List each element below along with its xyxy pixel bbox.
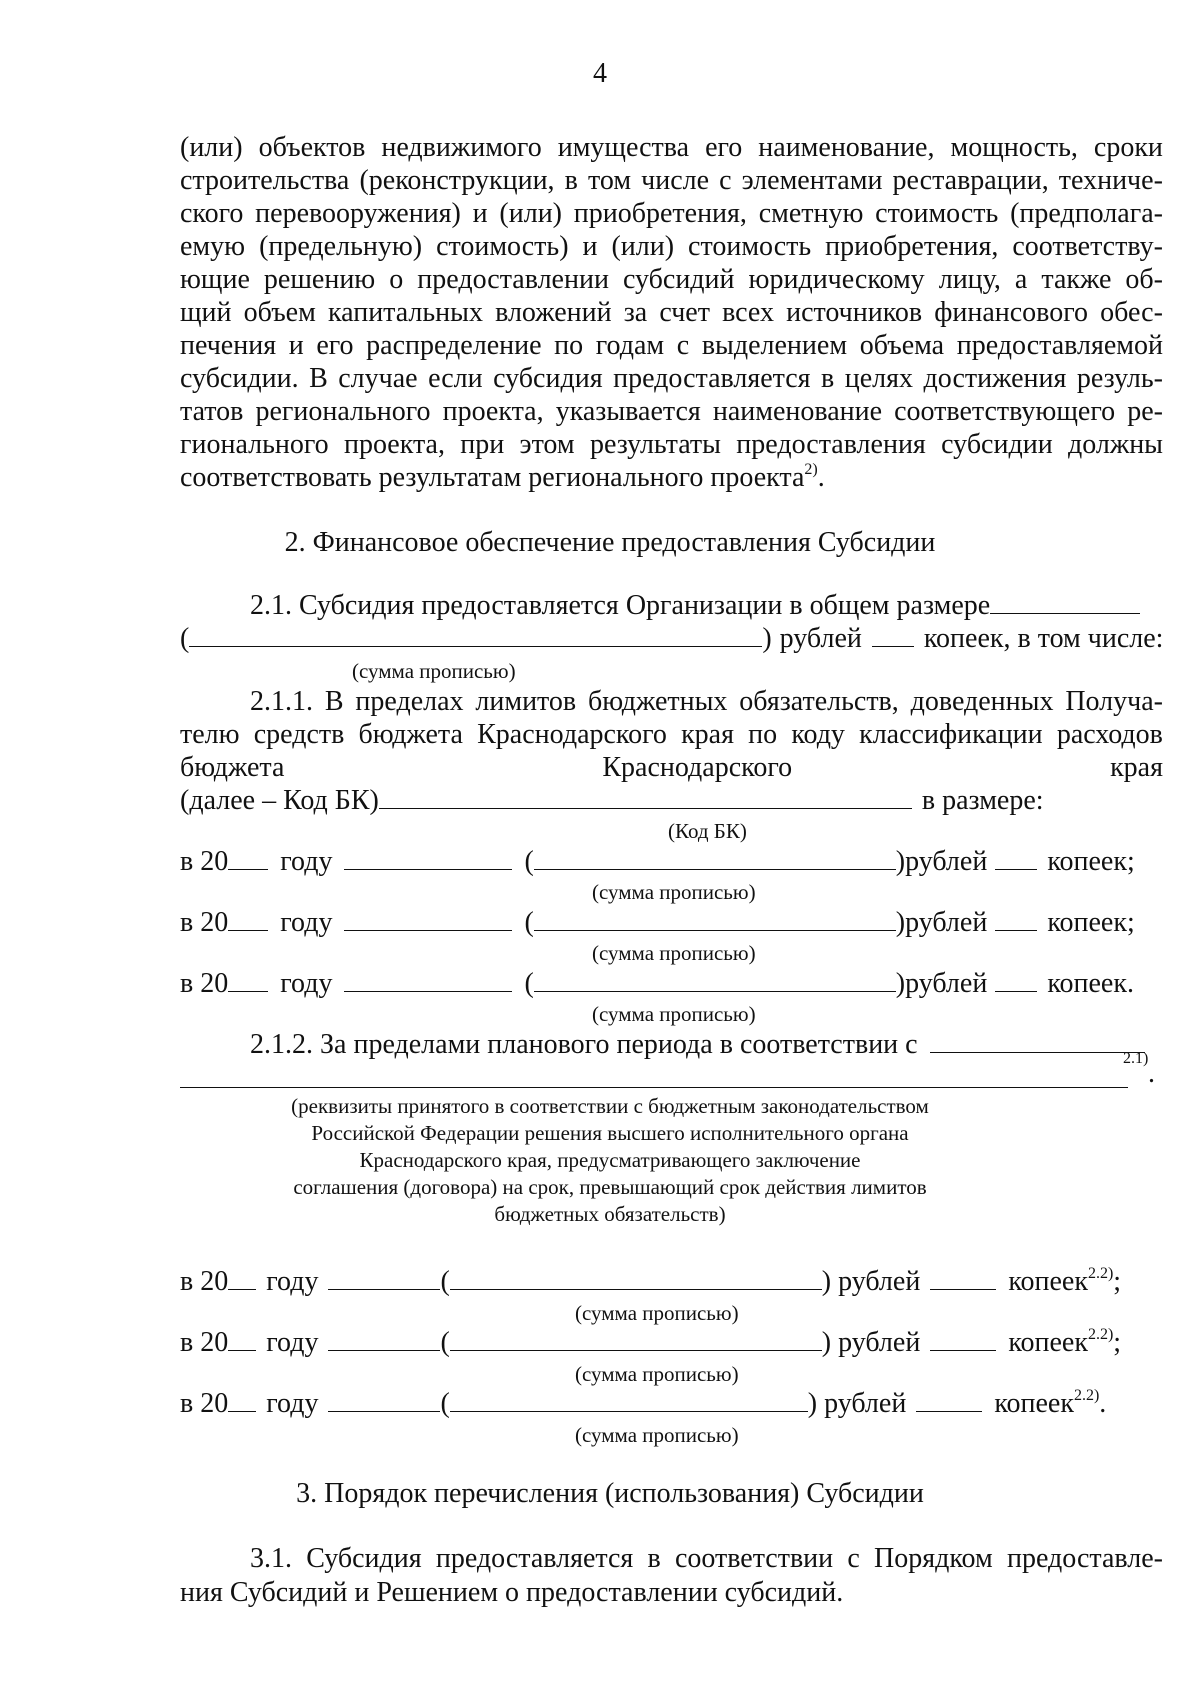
amount-blank[interactable] (990, 591, 1140, 614)
caption-line: (реквизиты принятого в соответствии с бюджетным законодательством (291, 1094, 929, 1118)
clause-2-1-line2 (180, 623, 1163, 655)
kopeks-blank[interactable] (995, 969, 1037, 992)
clause-2-1-line1 (250, 590, 1140, 622)
kopeks-blank[interactable] (995, 908, 1037, 931)
word: (или) (499, 198, 562, 229)
line-text: соответствовать результатам регионального проекта (180, 462, 805, 493)
amount-blank[interactable] (344, 908, 512, 931)
word: наименование (712, 396, 883, 427)
word: гионального (180, 429, 329, 460)
year-prefix: в 20 (180, 1327, 229, 1358)
word: строительства (180, 165, 350, 196)
field-caption: (сумма прописью) (592, 880, 756, 904)
word: достижения (923, 363, 1067, 394)
footnote-ref: 2.2) (1073, 1387, 1100, 1404)
line-end: . (1148, 1058, 1155, 1089)
kopeks-label: копеек (1008, 1266, 1088, 1297)
year-word: году (280, 846, 333, 877)
rubles-label: )рублей (895, 907, 988, 938)
budget-code-blank[interactable] (379, 786, 912, 809)
line-end: ; (1113, 1266, 1122, 1297)
word: щий (180, 297, 232, 328)
word: распределение (366, 330, 542, 361)
word: объектов (258, 132, 366, 163)
paragraph-line (180, 198, 1163, 230)
amount-words-blank[interactable] (450, 1389, 808, 1412)
year-blank[interactable] (228, 908, 268, 931)
word: расходов (1056, 719, 1163, 750)
word: предоставляемой (956, 330, 1163, 361)
word: по (554, 330, 584, 361)
word: (предполага- (1010, 198, 1163, 229)
section-heading-2: 2. Финансовое обеспечение предоставления Субсидии (284, 527, 936, 558)
word: ре- (1127, 396, 1163, 427)
year-blank[interactable] (228, 969, 268, 992)
footnote-ref: 2.1) (1123, 1050, 1149, 1067)
year-prefix: в 20 (180, 968, 229, 999)
caption-line: бюджетных обязательств) (494, 1202, 726, 1226)
word: стоимость (875, 198, 999, 229)
word: по (748, 719, 778, 750)
paragraph-line (180, 429, 1163, 461)
word: резуль- (1076, 363, 1163, 394)
word: лимитов (475, 686, 577, 717)
word: юридическому (748, 264, 925, 295)
word: субсидия (493, 363, 603, 394)
word: если (428, 363, 483, 394)
line-end: ; (1113, 1327, 1122, 1358)
year-blank[interactable] (228, 847, 268, 870)
year-prefix: в 20 (180, 846, 229, 877)
word: предоставле- (1006, 1543, 1163, 1574)
amount-words-blank[interactable] (189, 624, 762, 647)
word: также (1041, 264, 1112, 295)
field-caption: (сумма прописью) (575, 1362, 739, 1386)
word: элементами (741, 165, 883, 196)
word: обязательств, (739, 686, 899, 717)
word: с (676, 330, 690, 361)
year-prefix: в 20 (180, 907, 229, 938)
year-blank[interactable] (228, 1328, 256, 1351)
section-heading-3: 3. Порядок перечисления (использования) Субсидии (296, 1478, 924, 1509)
word: (реконструкции, (359, 165, 555, 196)
word: том (587, 165, 632, 196)
kopeks-label: копеек; (1047, 846, 1135, 877)
word: этом (519, 429, 575, 460)
amount-words-blank[interactable] (450, 1267, 822, 1290)
word: татов (180, 396, 244, 427)
word: проекта, (343, 429, 445, 460)
clause-text: 2.1.2. За пределами планового периода в соответствии с (250, 1029, 918, 1060)
footnote-ref: 2.2) (1087, 1265, 1114, 1282)
word: и (472, 198, 488, 229)
amount-blank[interactable] (328, 1328, 440, 1351)
word: стоимость) (436, 231, 569, 262)
word: края (1110, 752, 1163, 783)
kopeks-label: копеек, в том числе: (923, 623, 1164, 654)
paragraph-line (180, 264, 1163, 296)
field-caption: (сумма прописью) (352, 659, 516, 683)
year-row: в 20 году ( )рублей копеек; (180, 846, 1135, 877)
clause-text: (далее – Код БК) (180, 785, 379, 816)
year-word: году (266, 1266, 319, 1297)
word: предоставлении (417, 264, 609, 295)
word: субсидий (622, 264, 735, 295)
word: пределах (355, 686, 464, 717)
kopeks-blank[interactable] (872, 624, 914, 647)
word: субсидии. (180, 363, 299, 394)
word: предоставляется (435, 1543, 634, 1574)
clause-3-1-line2: ния Субсидий и Решением о предоставлении субсидий. (180, 1577, 844, 1608)
word: предоставления (736, 429, 926, 460)
word: классификации (859, 719, 1043, 750)
amount-blank[interactable] (344, 969, 512, 992)
paragraph-line (180, 231, 1163, 263)
word: В (324, 686, 344, 717)
word: годам (595, 330, 665, 361)
amount-blank[interactable] (344, 847, 512, 870)
word: имущества (557, 132, 690, 163)
clause-2-1-2-line1 (250, 1029, 1145, 1061)
kopeks-blank[interactable] (930, 1267, 996, 1290)
year-blank[interactable] (228, 1389, 256, 1412)
word: В (309, 363, 328, 394)
word: соответствующего (894, 396, 1116, 427)
word: результаты (589, 429, 721, 460)
word: а (1014, 264, 1028, 295)
amount-blank[interactable] (328, 1389, 440, 1412)
paragraph-line (180, 132, 1163, 164)
kopeks-label: копеек (1008, 1327, 1088, 1358)
word: емую (180, 231, 246, 262)
year-blank[interactable] (228, 1267, 256, 1290)
word: перевооружения) (255, 198, 461, 229)
word: проекта, (442, 396, 544, 427)
word: средств (253, 719, 345, 750)
word: с (847, 1543, 860, 1574)
year-row: в 20 году ( ) рублей копеек$^{2.2)}$; (180, 1265, 1122, 1297)
word: источников (786, 297, 923, 328)
kopeks-blank[interactable] (995, 847, 1037, 870)
word: Субсидия (306, 1543, 422, 1574)
word: бюджетных (588, 686, 728, 717)
field-caption: (сумма прописью) (592, 941, 756, 965)
paren-open: ( (180, 623, 190, 654)
caption-line: соглашения (договора) на срок, превышающий срок действия лимитов (293, 1175, 927, 1199)
paragraph-line (180, 363, 1163, 395)
word: бюджета (180, 752, 285, 783)
paragraph-last-line (180, 462, 825, 494)
footnote-ref: 2) (804, 461, 818, 478)
word: с (719, 165, 732, 196)
rubles-label: рублей (779, 623, 862, 654)
clause-2-1-1-line4 (180, 785, 1044, 817)
word: выделением (701, 330, 848, 361)
word: о (389, 264, 404, 295)
kopeks-blank[interactable] (916, 1389, 982, 1412)
rubles-label: ) рублей (807, 1388, 907, 1419)
word: субсидии (941, 429, 1053, 460)
word: вложений (495, 297, 612, 328)
word: Получа- (1065, 686, 1163, 717)
word: (или) (180, 132, 243, 163)
decision-blank-line2[interactable] (180, 1087, 1128, 1088)
word: соответствии (674, 1543, 834, 1574)
year-word: году (266, 1388, 319, 1419)
word: должны (1068, 429, 1163, 460)
word: ского (180, 198, 244, 229)
amount-words-blank[interactable] (450, 1328, 822, 1351)
word: 2.1.1. (250, 686, 313, 717)
word: его (316, 330, 354, 361)
word: всех (722, 297, 774, 328)
rubles-label: )рублей (895, 846, 988, 877)
word: 3.1. (250, 1543, 292, 1574)
rubles-label: )рублей (895, 968, 988, 999)
word: числе (641, 165, 710, 196)
amount-words-blank[interactable] (534, 908, 896, 931)
word: капитальных (327, 297, 483, 328)
word: недвижимого (381, 132, 542, 163)
clause-2-1-1-line1 (250, 686, 1163, 718)
clause-2-1-1-line3 (180, 752, 1163, 784)
word: приобретения, (573, 198, 747, 229)
word: Порядком (874, 1543, 993, 1574)
word: и (582, 231, 598, 262)
word: случае (338, 363, 418, 394)
paragraph-line (180, 330, 1163, 362)
year-word: году (266, 1327, 319, 1358)
kopeks-blank[interactable] (930, 1328, 996, 1351)
word: техниче- (1058, 165, 1163, 196)
word: решению (263, 264, 376, 295)
clause-2-1-1-line2 (180, 719, 1163, 751)
paren-close: ) (762, 623, 772, 654)
field-caption: (сумма прописью) (575, 1423, 739, 1447)
paragraph-line (180, 396, 1163, 428)
field-caption: (сумма прописью) (592, 1002, 756, 1026)
word: бюджета (358, 719, 463, 750)
word: мощность, (950, 132, 1078, 163)
word: ющие (180, 264, 250, 295)
word: стоимость (688, 231, 812, 262)
kopeks-label: копеек; (1047, 907, 1135, 938)
word: об- (1125, 264, 1163, 295)
paragraph-line (180, 297, 1163, 329)
word: объем (243, 297, 316, 328)
rubles-label: ) рублей (821, 1327, 921, 1358)
word: счет (659, 297, 710, 328)
year-word: году (280, 968, 333, 999)
word: (предельную) (259, 231, 423, 262)
word: обес- (1100, 297, 1163, 328)
word: Краснодарского (602, 752, 793, 783)
clause-text: в размере: (921, 785, 1044, 816)
year-row: в 20 году ( ) рублей копеек$^{2.2)}$; (180, 1326, 1122, 1358)
rubles-label: ) рублей (821, 1266, 921, 1297)
clause-text: 2.1. Субсидия предоставляется Организации в общем размере (250, 590, 991, 621)
word: Краснодарского (477, 719, 667, 750)
clause-3-1-line1 (250, 1543, 1163, 1575)
year-prefix: в 20 (180, 1266, 229, 1297)
word: наименование, (758, 132, 935, 163)
word: финансового (934, 297, 1089, 328)
word: сроки (1093, 132, 1163, 163)
word: и (288, 330, 304, 361)
word: доведенных (910, 686, 1054, 717)
word: коду (791, 719, 845, 750)
paragraph-line (180, 165, 1163, 197)
word: печения (180, 330, 277, 361)
caption-line: Российской Федерации решения высшего исполнительного органа (311, 1121, 909, 1145)
decision-blank[interactable] (930, 1030, 1145, 1053)
word: лицу, (938, 264, 1001, 295)
word: в (821, 363, 835, 394)
line-end: . (817, 462, 825, 493)
amount-blank[interactable] (328, 1267, 440, 1290)
word: регионального (255, 396, 431, 427)
field-caption: (сумма прописью) (575, 1301, 739, 1325)
year-row: в 20 году ( )рублей копеек. (180, 968, 1134, 999)
word: (или) (611, 231, 675, 262)
word: телю (180, 719, 240, 750)
word: края (681, 719, 734, 750)
word: указывается (555, 396, 701, 427)
caption-line: Краснодарского края, предусматривающего заключение (359, 1148, 861, 1172)
word: в (647, 1543, 661, 1574)
word: предоставляется (613, 363, 811, 394)
word: сметную (758, 198, 864, 229)
amount-words-blank[interactable] (534, 847, 896, 870)
line-end: . (1099, 1388, 1107, 1419)
year-prefix: в 20 (180, 1388, 229, 1419)
amount-words-blank[interactable] (534, 969, 896, 992)
word: при (460, 429, 505, 460)
page-number: 4 (593, 58, 607, 89)
year-word: году (280, 907, 333, 938)
word: реставрации, (892, 165, 1049, 196)
word: за (623, 297, 648, 328)
field-caption: (Код БК) (668, 819, 747, 843)
word: соответству- (1012, 231, 1163, 262)
word: его (705, 132, 743, 163)
word: в (564, 165, 578, 196)
word: приобретения, (825, 231, 999, 262)
year-row: в 20 году ( )рублей копеек; (180, 907, 1135, 938)
year-row: в 20 году ( ) рублей копеек$^{2.2)}$. (180, 1387, 1107, 1419)
word: объема (859, 330, 945, 361)
word: целях (844, 363, 914, 394)
kopeks-label: копеек. (1047, 968, 1134, 999)
footnote-ref: 2.2) (1087, 1326, 1114, 1343)
kopeks-label: копеек (994, 1388, 1074, 1419)
